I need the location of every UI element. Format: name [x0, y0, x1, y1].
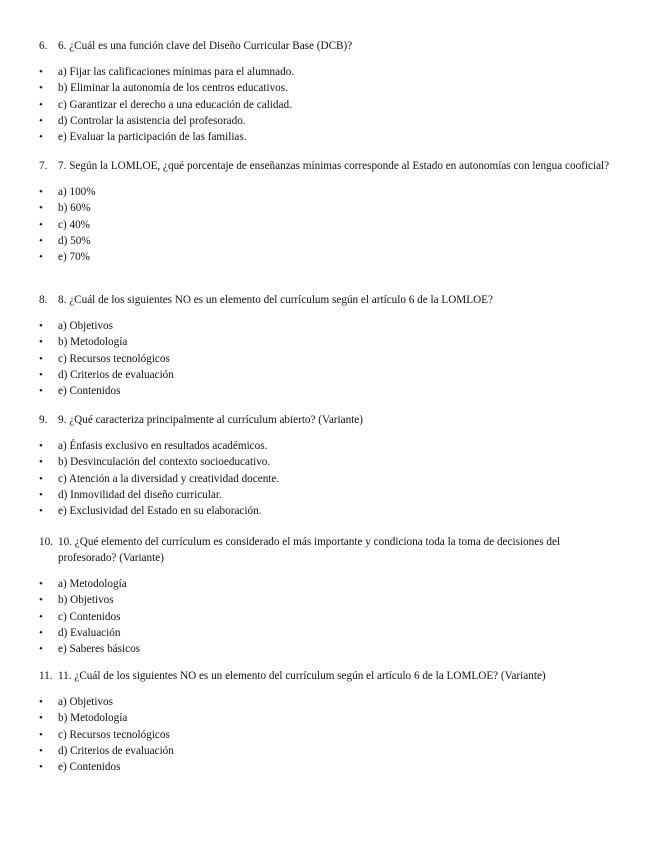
- option-text: a) Objetivos: [58, 696, 113, 708]
- option-list: [0, 64, 655, 145]
- option-item: [0, 129, 655, 145]
- bullet-icon: •: [39, 578, 43, 590]
- bullet-icon: •: [39, 98, 43, 111]
- option-text: b) Metodología: [58, 712, 128, 725]
- question-text: 8. ¿Cuál de los siguientes NO es un elemento del currículum según el artículo 6 de la LOMLOE?: [58, 294, 493, 306]
- bullet-icon: •: [39, 610, 43, 623]
- option-text: c) Atención a la diversidad y creatividad docente.: [58, 472, 280, 485]
- bullet-icon: •: [39, 626, 43, 639]
- option-text: d) Evaluación: [58, 626, 121, 639]
- bullet-icon: •: [39, 696, 43, 708]
- option-text: d) Controlar la asistencia del profesorado.: [58, 114, 246, 127]
- bullet-icon: •: [39, 594, 43, 607]
- option-text: a) Fijar las calificaciones mínimas para el alumnado.: [58, 66, 295, 78]
- question-text: 10. ¿Qué elemento del currículum es considerado el más importante y condiciona toda la toma de decisiones del profesorado? (Variante): [58, 536, 561, 564]
- option-text: a) 100%: [58, 186, 96, 198]
- option-item: [0, 759, 655, 775]
- option-text: d) Inmovilidad del diseño curricular.: [58, 488, 222, 501]
- bullet-icon: •: [39, 202, 43, 215]
- question-number: 7.: [39, 160, 48, 172]
- bullet-icon: •: [39, 352, 43, 365]
- option-item: [0, 233, 655, 249]
- option-text: e) Contenidos: [58, 385, 121, 398]
- question-number: 8.: [39, 294, 48, 306]
- bullet-icon: •: [39, 440, 43, 452]
- question-text: 9. ¿Qué caracteriza principalmente al currículum abierto? (Variante): [58, 414, 363, 426]
- option-item: [0, 438, 655, 454]
- option-text: a) Énfasis exclusivo en resultados académicos.: [58, 440, 268, 452]
- bullet-icon: •: [39, 456, 43, 469]
- question-text: 6. ¿Cuál es una función clave del Diseño Curricular Base (DCB)?: [58, 40, 353, 52]
- question-number: 10.: [39, 536, 53, 548]
- option-list: [0, 694, 655, 775]
- question-10: [0, 534, 655, 657]
- bullet-icon: •: [39, 761, 43, 774]
- option-item: [0, 80, 655, 96]
- option-text: b) Desvinculación del contexto socioeducativo.: [58, 456, 271, 469]
- option-text: e) 70%: [58, 251, 90, 264]
- option-item: [0, 576, 655, 592]
- option-text: c) Contenidos: [58, 610, 121, 623]
- option-text: d) 50%: [58, 234, 91, 247]
- bullet-icon: •: [39, 251, 43, 264]
- option-text: c) 40%: [58, 218, 90, 231]
- option-text: b) 60%: [58, 202, 91, 215]
- question-heading: [0, 668, 655, 684]
- question-7: [0, 158, 655, 265]
- option-text: b) Eliminar la autonomía de los centros educativos.: [58, 82, 288, 95]
- bullet-icon: •: [39, 336, 43, 349]
- option-item: [0, 249, 655, 265]
- bullet-icon: •: [39, 368, 43, 381]
- question-heading: [0, 158, 655, 174]
- question-6: [0, 38, 655, 145]
- option-item: [0, 64, 655, 80]
- option-text: e) Contenidos: [58, 761, 121, 774]
- option-item: [0, 367, 655, 383]
- question-text: 7. Según la LOMLOE, ¿qué porcentaje de enseñanzas mínimas corresponde al Estado en autonomías con lengua cooficial?: [58, 160, 610, 172]
- bullet-icon: •: [39, 505, 43, 518]
- bullet-icon: •: [39, 488, 43, 501]
- question-11: [0, 668, 655, 775]
- option-item: [0, 184, 655, 200]
- question-number: 6.: [39, 40, 48, 52]
- option-list: [0, 576, 655, 657]
- option-text: d) Criterios de evaluación: [58, 744, 174, 757]
- question-9: [0, 412, 655, 519]
- question-heading: [0, 412, 655, 428]
- option-text: c) Garantizar el derecho a una educación de calidad.: [58, 98, 292, 111]
- bullet-icon: •: [39, 186, 43, 198]
- option-list: [0, 184, 655, 265]
- bullet-icon: •: [39, 744, 43, 757]
- question-number: 11.: [39, 670, 53, 682]
- option-text: e) Exclusividad del Estado en su elaboración.: [58, 505, 262, 518]
- bullet-icon: •: [39, 712, 43, 725]
- option-item: [0, 609, 655, 625]
- bullet-icon: •: [39, 385, 43, 398]
- option-text: c) Recursos tecnológicos: [58, 352, 170, 365]
- option-item: [0, 454, 655, 470]
- option-item: [0, 641, 655, 657]
- option-list: [0, 318, 655, 399]
- option-item: [0, 503, 655, 519]
- option-text: b) Metodología: [58, 336, 128, 349]
- question-heading: [0, 534, 655, 566]
- bullet-icon: •: [39, 472, 43, 485]
- bullet-icon: •: [39, 218, 43, 231]
- option-text: b) Objetivos: [58, 594, 114, 607]
- option-item: [0, 592, 655, 608]
- option-item: [0, 727, 655, 743]
- option-item: [0, 97, 655, 113]
- option-text: a) Objetivos: [58, 320, 113, 332]
- option-item: [0, 318, 655, 334]
- option-item: [0, 383, 655, 399]
- option-item: [0, 694, 655, 710]
- question-heading: [0, 38, 655, 54]
- bullet-icon: •: [39, 643, 43, 656]
- option-text: e) Evaluar la participación de las familias.: [58, 131, 247, 144]
- bullet-icon: •: [39, 82, 43, 95]
- option-item: [0, 113, 655, 129]
- option-text: d) Criterios de evaluación: [58, 368, 174, 381]
- option-item: [0, 334, 655, 350]
- question-number: 9.: [39, 414, 48, 426]
- option-item: [0, 487, 655, 503]
- option-text: c) Recursos tecnológicos: [58, 728, 170, 741]
- question-heading: [0, 292, 655, 308]
- bullet-icon: •: [39, 66, 43, 78]
- bullet-icon: •: [39, 728, 43, 741]
- option-text: a) Metodología: [58, 578, 127, 590]
- bullet-icon: •: [39, 114, 43, 127]
- option-list: [0, 438, 655, 519]
- bullet-icon: •: [39, 320, 43, 332]
- bullet-icon: •: [39, 234, 43, 247]
- option-item: [0, 200, 655, 216]
- option-item: [0, 471, 655, 487]
- option-item: [0, 217, 655, 233]
- option-text: e) Saberes básicos: [58, 643, 141, 656]
- option-item: [0, 710, 655, 726]
- question-8: [0, 292, 655, 399]
- option-item: [0, 743, 655, 759]
- option-item: [0, 625, 655, 641]
- option-item: [0, 351, 655, 367]
- bullet-icon: •: [39, 131, 43, 144]
- question-text: 11. ¿Cuál de los siguientes NO es un elemento del currículum según el artículo 6 de la LOMLOE? (Variante): [58, 670, 546, 682]
